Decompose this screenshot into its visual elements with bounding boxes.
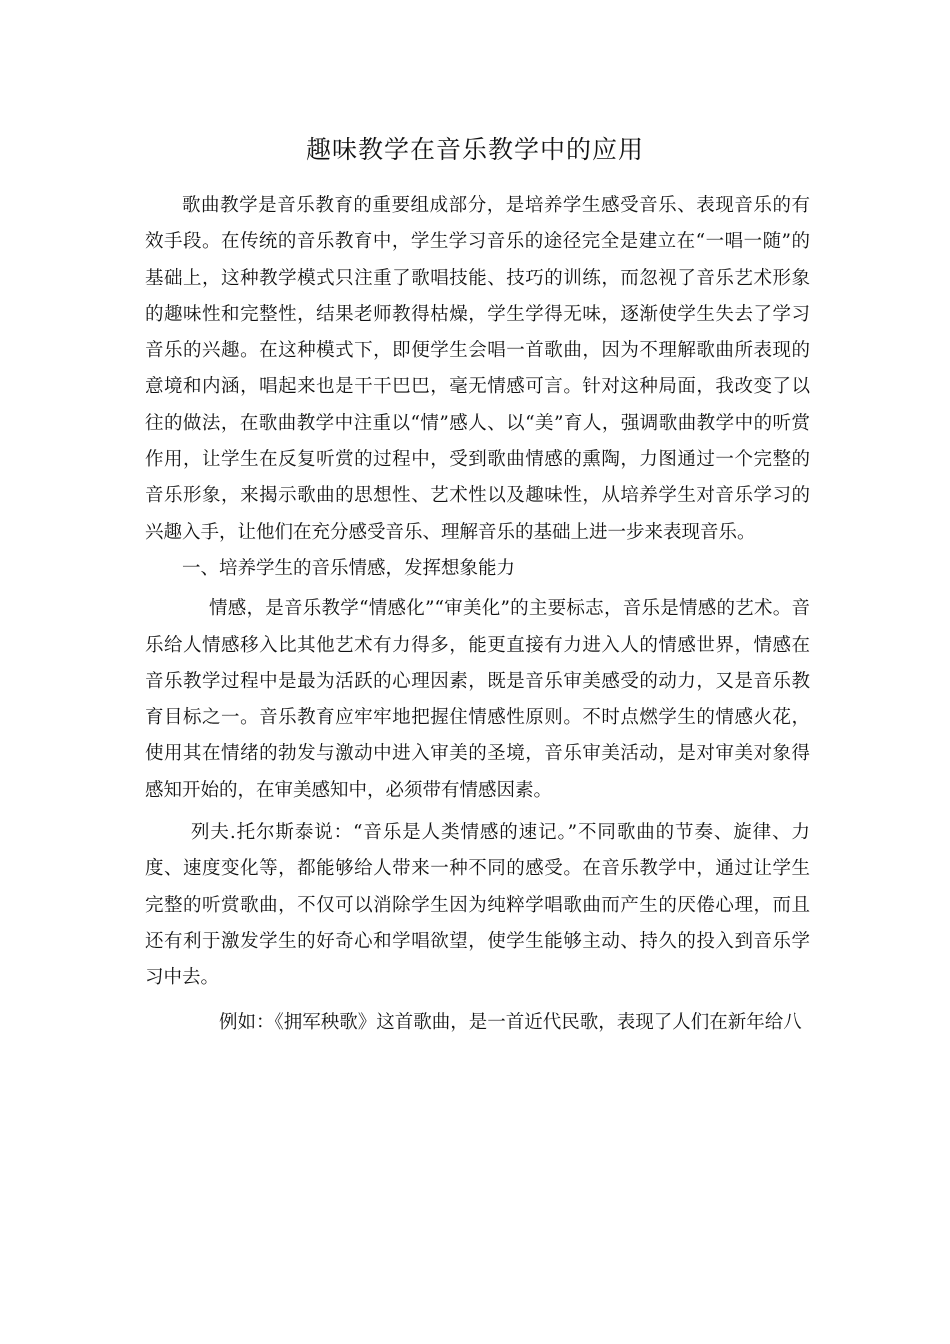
emotion-paragraph: 情感，是音乐教学“情感化”“审美化”的主要标志，音乐是情感的艺术。音乐给人情感移入比其他艺术有力得多，能更直接有力进入人的情感世界，情感在音乐教学过程中是最为活跃的心理因素，既是音乐审美感受的动力，又是音乐教育目标之一。音乐教育应牢牢地把握住情感性原则。不时点燃学生的情感火花，使用其在情绪的勃发与激动中进入审美的圣境，音乐审美活动，是对审美对象得感知开始的，在审美感知中，必须带有情感因素。 <box>145 598 810 801</box>
example-paragraph: 例如：《拥军秧歌》这首歌曲，是一首近代民歌，表现了人们在新年给八 <box>219 1011 802 1033</box>
document-body <box>145 188 810 1041</box>
document-title: 趣味教学在音乐教学中的应用 <box>305 135 644 164</box>
tolstoy-quote-paragraph: 列夫.托尔斯泰说：“音乐是人类情感的速记。”不同歌曲的节奏、旋律、力度、速度变化等，都能够给人带来一种不同的感受。在音乐教学中，通过让学生完整的听赏歌曲，不仅可以消除学生因为纯粹学唱歌曲而产生的厌倦心理，而且还有利于激发学生的好奇心和学唱欲望，使学生能够主动、持久的投入到音乐学习中去。 <box>145 822 810 989</box>
section-heading-1: 一、培养学生的音乐情感，发挥想象能力 <box>182 557 516 579</box>
intro-paragraph: 歌曲教学是音乐教育的重要组成部分，是培养学生感受音乐、表现音乐的有效手段。在传统的音乐教育中，学生学习音乐的途径完全是建立在“一唱一随”的基础上，这种教学模式只注重了歌唱技能、技巧的训练，而忽视了音乐艺术形象的趣味性和完整性，结果老师教得枯燥，学生学得无味，逐渐使学生失去了学习音乐的兴趣。在这种模式下，即便学生会唱一首歌曲，因为不理解歌曲所表现的意境和内涵，唱起来也是干干巴巴，毫无情感可言。针对这种局面，我改变了以往的做法，在歌曲教学中注重以“情”感人、以“美”育人，强调歌曲教学中的听赏作用，让学生在反复听赏的过程中，受到歌曲情感的熏陶，力图通过一个完整的音乐形象，来揭示歌曲的思想性、艺术性以及趣味性，从培养学生对音乐学习的兴趣入手，让他们在充分感受音乐、理解音乐的基础上进一步来表现音乐。 <box>145 195 810 543</box>
